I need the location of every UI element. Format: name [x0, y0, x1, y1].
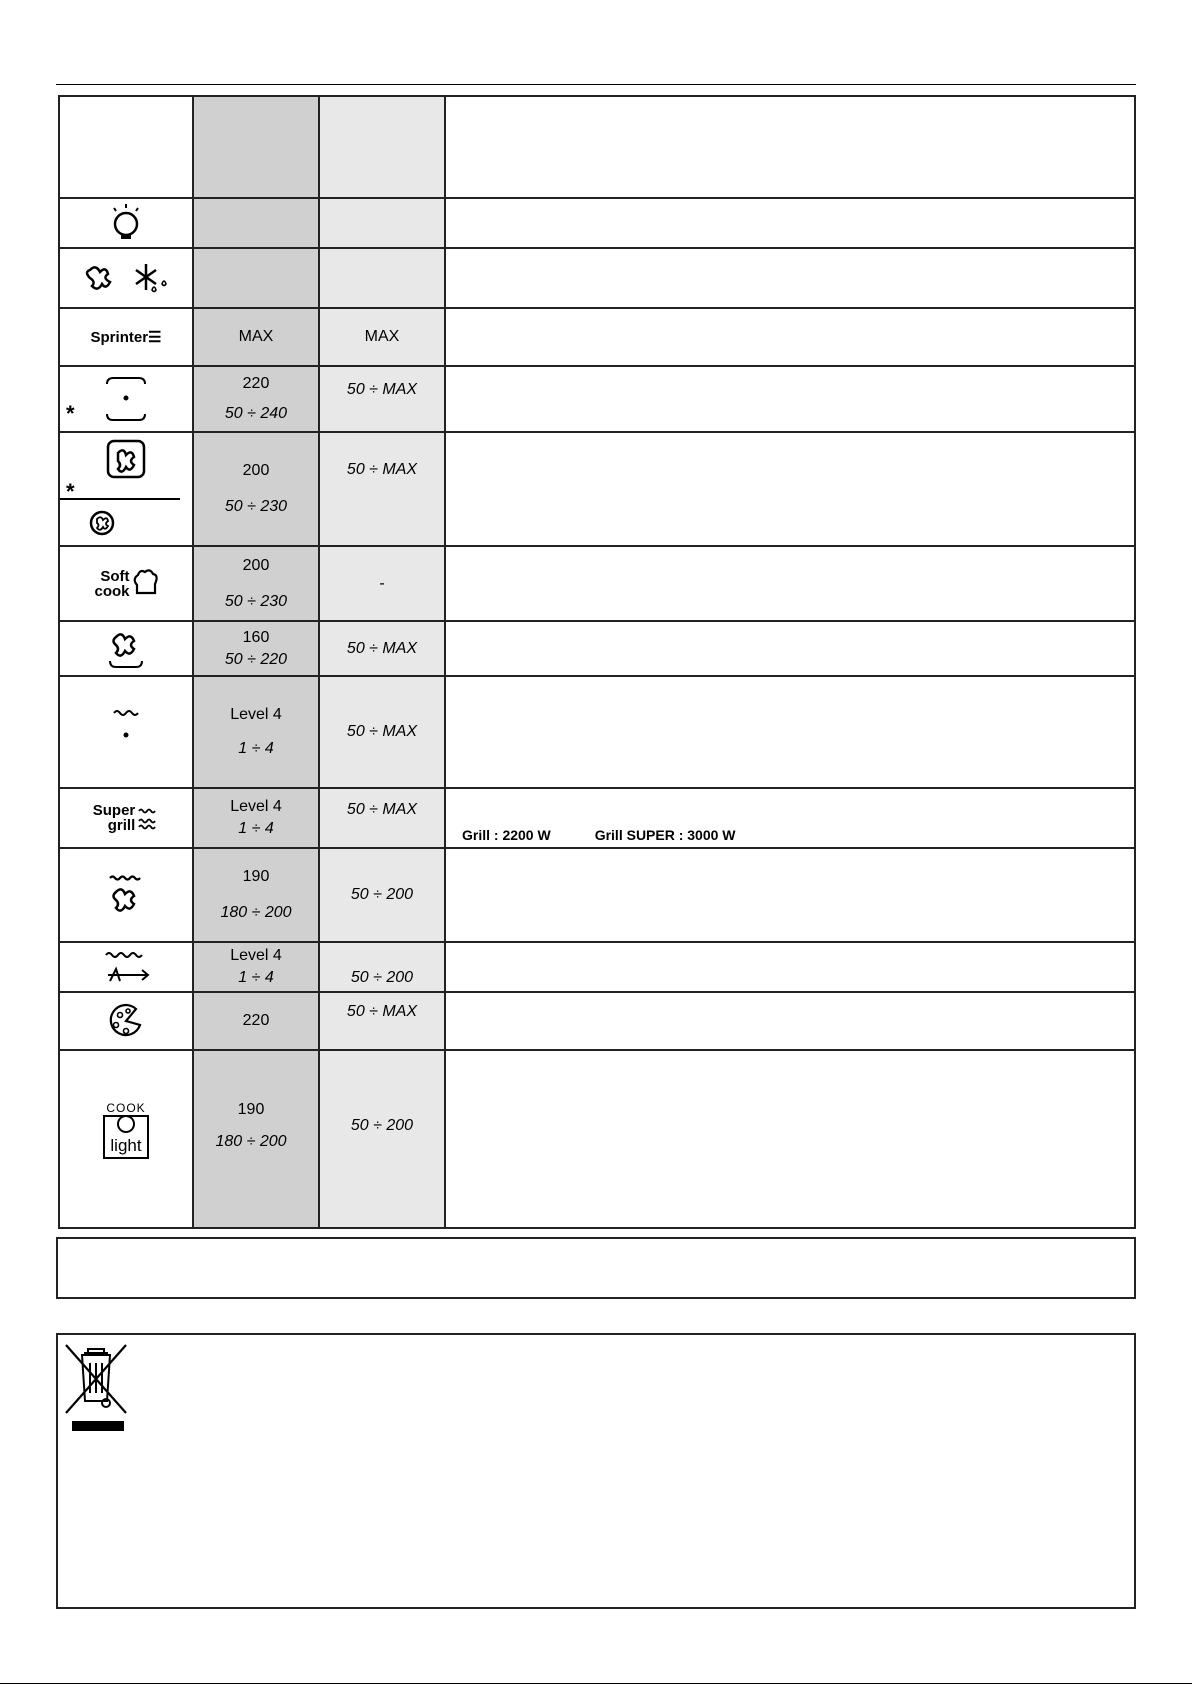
soft-cook-bottom-text: cook [94, 582, 130, 600]
lamp-description-cell [445, 198, 1135, 248]
fan-forced-temp-cell [193, 432, 319, 546]
fan-grill-description-cell [445, 848, 1135, 942]
footer-rule [0, 1683, 1192, 1684]
pizza-icon [59, 992, 193, 1050]
star-footnote-mark: * [66, 401, 75, 426]
conventional-temp-range: 50 ÷ 240 [224, 405, 288, 422]
grill-temp-cell [193, 676, 319, 788]
fan-bottom-keepwarm-range: 50 ÷ MAX [319, 621, 445, 676]
table-row-pizza [59, 992, 1135, 1050]
table-row-lamp [59, 198, 1135, 248]
rotisserie-default-level: Level 4 [230, 947, 282, 964]
rotisserie-level-range: 1 ÷ 4 [238, 969, 274, 986]
grill-icon [59, 676, 193, 788]
sprinter-logo-text: Sprinter [90, 328, 149, 346]
soft-cook-keepwarm-value: - [319, 546, 445, 621]
header-cell-keep-warm [319, 96, 445, 198]
rotisserie-icon [59, 942, 193, 992]
defrost-temp-cell [193, 248, 319, 308]
soft-cook-logo [59, 546, 193, 621]
soft-cook-description-cell [445, 546, 1135, 621]
table-row-super-grill [59, 788, 1135, 848]
table-row-defrost [59, 248, 1135, 308]
table-row-fan-forced [59, 432, 1135, 546]
sprinter-logo-lines: ☰ [148, 328, 162, 346]
super-grill-description-cell [445, 788, 1135, 848]
table-row-grill [59, 676, 1135, 788]
header-cell-function [59, 96, 193, 198]
cook-light-bottom-text: light [110, 1136, 142, 1155]
disposal-info-box [56, 1333, 1136, 1609]
fan-grill-keepwarm-range: 50 ÷ 200 [319, 848, 445, 942]
lamp-temp-cell [193, 198, 319, 248]
fan-grill-default-temp: 190 [242, 868, 270, 885]
table-header-row [59, 96, 1135, 198]
grill-power-note [462, 827, 736, 843]
defrost-description-cell [445, 248, 1135, 308]
super-grill-default-level: Level 4 [230, 798, 282, 815]
note-box [56, 1237, 1136, 1299]
cook-light-logo [59, 1050, 193, 1228]
cook-light-default-temp: 190 [237, 1101, 265, 1118]
rotisserie-keepwarm-range: 50 ÷ 200 [319, 942, 445, 992]
super-grill-bottom-text: grill [107, 817, 136, 834]
super-grill-level-range: 1 ÷ 4 [238, 820, 274, 837]
lamp-icon [59, 198, 193, 248]
soft-cook-top-text: Soft [100, 567, 130, 585]
grill-level-range: 1 ÷ 4 [238, 740, 274, 757]
super-grill-temp-cell [193, 788, 319, 848]
cook-light-temp-cell [193, 1050, 319, 1228]
rotisserie-temp-cell [193, 942, 319, 992]
pizza-description-cell [445, 992, 1135, 1050]
grill-power-value: Grill : 2200 W [462, 827, 551, 843]
fan-bottom-temp-range: 50 ÷ 220 [224, 650, 288, 668]
fan-bottom-description-cell [445, 621, 1135, 676]
pizza-default-temp: 220 [193, 992, 319, 1050]
cook-light-keepwarm-range: 50 ÷ 200 [319, 1050, 445, 1228]
pizza-keepwarm-range: 50 ÷ MAX [319, 992, 445, 1050]
sprinter-logo [59, 308, 193, 366]
conventional-description-cell [445, 366, 1135, 432]
table-row-fan-bottom [59, 621, 1135, 676]
cook-light-top-text: COOK [106, 1101, 146, 1115]
table-row-rotisserie [59, 942, 1135, 992]
fan-grill-icon [59, 848, 193, 942]
grill-waves-icon [137, 805, 159, 831]
conventional-temp-cell [193, 366, 319, 432]
fan-forced-description-cell [445, 432, 1135, 546]
lamp-keepwarm-cell [319, 198, 445, 248]
table-row-sprinter [59, 308, 1135, 366]
conventional-keepwarm-range: 50 ÷ MAX [319, 366, 445, 432]
grill-keepwarm-range: 50 ÷ MAX [319, 676, 445, 788]
fan-defrost-icon [59, 248, 193, 308]
fan-bottom-heat-icon [59, 621, 193, 676]
star-footnote-mark: * [66, 479, 75, 504]
soft-cook-temp-cell [193, 546, 319, 621]
top-bottom-heat-icon [59, 366, 193, 432]
oven-functions-table [58, 95, 1136, 1229]
fan-bottom-temp-cell [193, 621, 319, 676]
table-row-soft-cook [59, 546, 1135, 621]
fan-bottom-default-temp: 160 [242, 628, 270, 646]
sprinter-default-temp: MAX [193, 308, 319, 366]
scale-icon [103, 1115, 149, 1159]
crossed-bin-icon [64, 1339, 128, 1436]
soft-cook-default-temp: 200 [242, 556, 270, 574]
header-cell-temperature [193, 96, 319, 198]
fan-grill-temp-cell [193, 848, 319, 942]
super-grill-keepwarm-range: 50 ÷ MAX [319, 788, 445, 848]
table-row-cook-light [59, 1050, 1135, 1228]
table-row-conventional [59, 366, 1135, 432]
cook-light-temp-range: 180 ÷ 200 [215, 1133, 287, 1150]
sprinter-description-cell [445, 308, 1135, 366]
defrost-keepwarm-cell [319, 248, 445, 308]
grill-default-level: Level 4 [230, 706, 282, 723]
grill-description-cell [445, 676, 1135, 788]
table-row-fan-grill [59, 848, 1135, 942]
scale-dial-icon [117, 1115, 135, 1133]
super-grill-power-value: Grill SUPER : 3000 W [594, 827, 736, 843]
header-rule [56, 84, 1136, 85]
chef-hat-icon [132, 569, 158, 599]
soft-cook-temp-range: 50 ÷ 230 [224, 592, 288, 610]
fan-ring-heat-icon [59, 432, 193, 546]
fan-grill-temp-range: 180 ÷ 200 [220, 904, 292, 921]
cook-light-description-cell [445, 1050, 1135, 1228]
fan-forced-default-temp: 200 [242, 462, 270, 479]
sprinter-keepwarm-value: MAX [319, 308, 445, 366]
fan-forced-keepwarm-range: 50 ÷ MAX [319, 432, 445, 546]
rotisserie-description-cell [445, 942, 1135, 992]
fan-forced-temp-range: 50 ÷ 230 [224, 498, 288, 515]
super-grill-top-text: Super [92, 802, 136, 819]
super-grill-logo [59, 788, 193, 848]
header-cell-description [445, 96, 1135, 198]
conventional-default-temp: 220 [242, 375, 270, 392]
